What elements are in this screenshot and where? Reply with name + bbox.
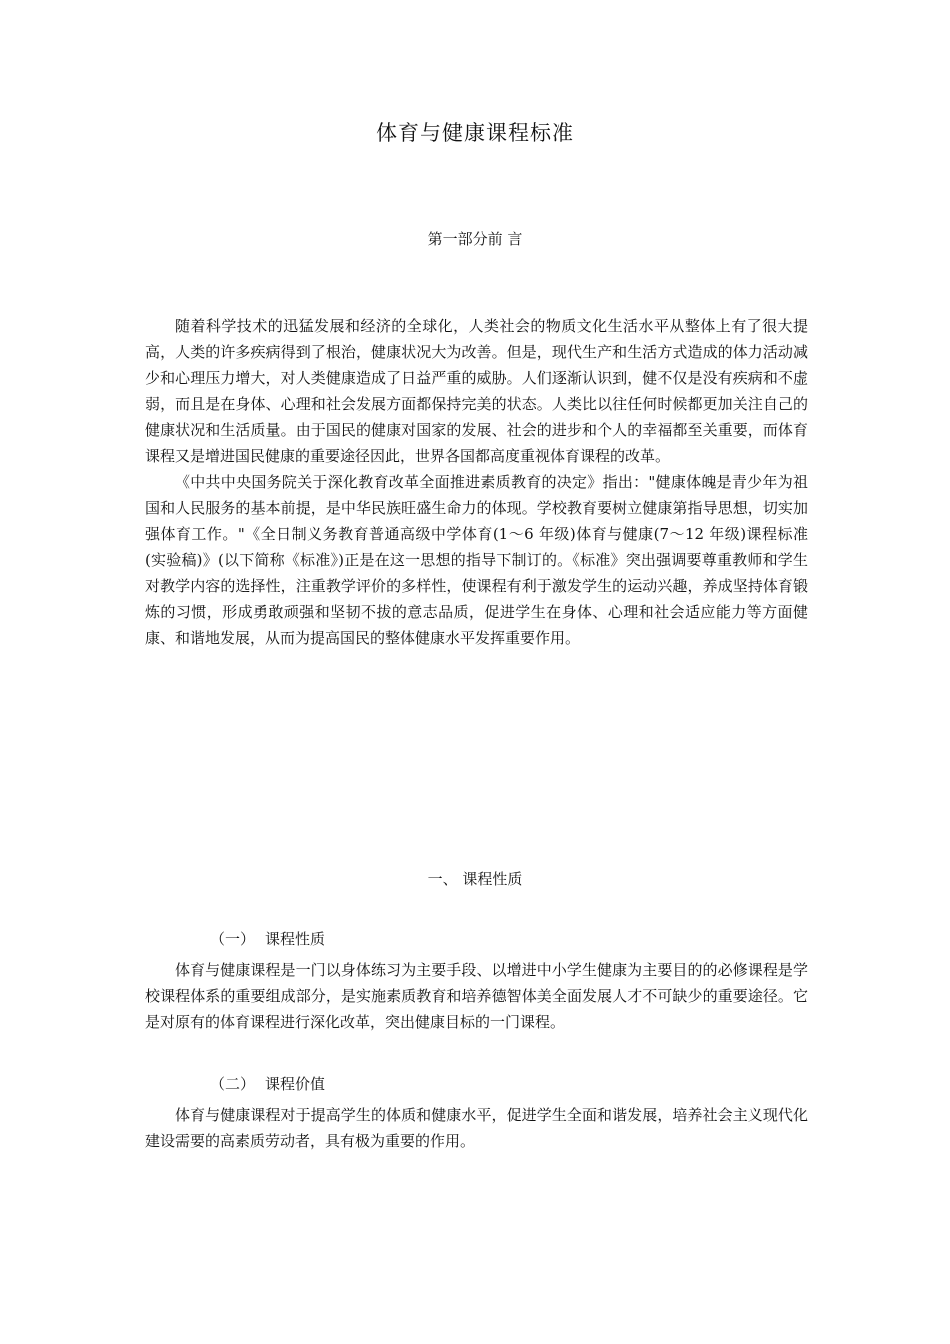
subsection-body-2 bbox=[145, 1102, 808, 1154]
subsection-title-2: 课程价值 bbox=[265, 1075, 326, 1093]
subsection-number-1: （一） bbox=[210, 930, 256, 948]
document-title: 体育与健康课程标准 bbox=[376, 121, 574, 145]
subsection-paragraph-2: 体育与健康课程对于提高学生的体质和健康水平，促进学生全面和谐发展，培养社会主义现代化建设需要的高素质劳动者，具有极为重要的作用。 bbox=[145, 1106, 808, 1150]
subsection-number-2: （二） bbox=[210, 1075, 256, 1093]
subsection-body-1 bbox=[145, 957, 808, 1035]
preface-paragraph-1: 随着科学技术的迅猛发展和经济的全球化，人类社会的物质文化生活水平从整体上有了很大提高，人类的许多疾病得到了根治，健康状况大为改善。但是，现代生产和生活方式造成的体力活动减少和心理压力增大，对人类健康造成了日益严重的威胁。人们逐渐认识到，健不仅是没有疾病和不虚弱，而且是在身体、心理和社会发展方面都保持完美的状态。人类比以往任何时候都更加关注自己的健康状况和生活质量。由于国民的健康对国家的发展、社会的进步和个人的幸福都至关重要，而体育课程又是增进国民健康的重要途径因此，世界各国都高度重视体育课程的改革。 bbox=[145, 317, 808, 465]
preface-paragraph-2: 《中共中央国务院关于深化教育改革全面推进素质教育的决定》指出："健康体魄是青少年为祖国和人民服务的基本前提，是中华民族旺盛生命力的体现。学校教育要树立健康第指导思想，切实加强体育工作。"《全日制义务教育普通高级中学体育(1～6 年级)体育与健康(7～12 年级)课程标准(实验稿)》(以下简称《标准》)正是在这一思想的指导下制订的。《标准》突出强调要尊重教师和学生对教学内容的选择性，注重教学评价的多样性，使课程有利于激发学生的运动兴趣，养成坚持体育锻炼的习惯，形成勇敢顽强和坚韧不拔的意志品质，促进学生在身体、心理和社会适应能力等方面健康、和谐地发展，从而为提高国民的整体健康水平发挥重要作用。 bbox=[145, 473, 808, 647]
subsection-paragraph-1: 体育与健康课程是一门以身体练习为主要手段、以增进中小学生健康为主要目的的必修课程是学校课程体系的重要组成部分，是实施素质教育和培养德智体美全面发展人才不可缺少的重要途径。它是对原有的体育课程进行深化改革，突出健康目标的一门课程。 bbox=[145, 961, 808, 1031]
subsection-heading-2 bbox=[210, 1073, 325, 1095]
subsection-title-1: 课程性质 bbox=[265, 930, 326, 948]
part-heading: 第一部分前 言 bbox=[427, 230, 523, 248]
section-heading-course-nature: 一、 课程性质 bbox=[427, 870, 523, 888]
preface-body bbox=[145, 313, 808, 651]
subsection-heading-1 bbox=[210, 928, 325, 950]
